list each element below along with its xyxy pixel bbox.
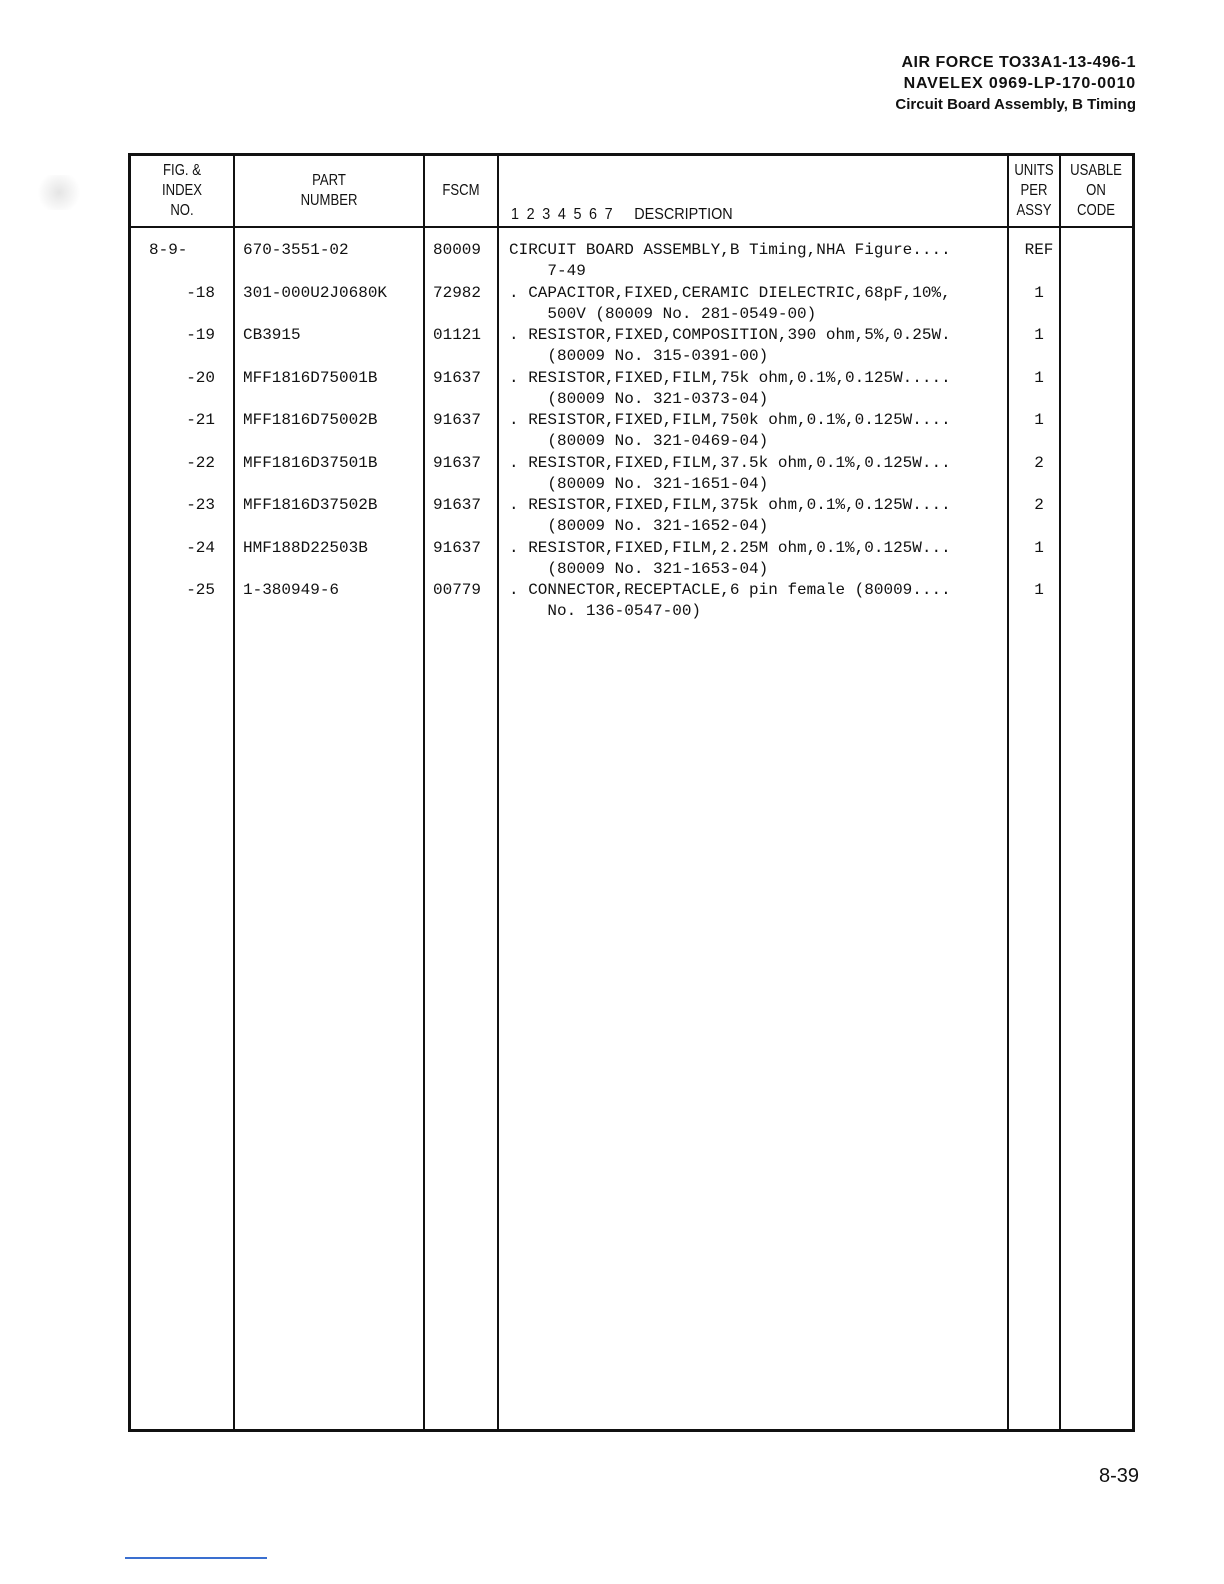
row-description-line: No. 136-0547-00) bbox=[509, 602, 702, 620]
row-index: -19 bbox=[186, 326, 215, 344]
row-description bbox=[509, 368, 951, 410]
row-description-line: . RESISTOR,FIXED,FILM,37.5k ohm,0.1%,0.125W... bbox=[509, 454, 951, 472]
row-index: -25 bbox=[186, 581, 215, 599]
table-row bbox=[131, 453, 1132, 495]
row-index: -21 bbox=[186, 411, 215, 429]
header-rule bbox=[131, 226, 1132, 228]
row-part-number: MFF1816D37502B bbox=[243, 496, 378, 514]
row-fscm: 91637 bbox=[433, 411, 482, 429]
table-row bbox=[131, 580, 1132, 622]
row-description-line: (80009 No. 315-0391-00) bbox=[509, 347, 769, 365]
col-header-index bbox=[140, 156, 224, 226]
row-units: 2 bbox=[1034, 496, 1044, 514]
row-index: -23 bbox=[186, 496, 215, 514]
row-description-line: CIRCUIT BOARD ASSEMBLY,B Timing,NHA Figure.... bbox=[509, 241, 951, 259]
row-part-number: MFF1816D75001B bbox=[243, 369, 378, 387]
table-row bbox=[131, 538, 1132, 580]
document-header bbox=[895, 52, 1136, 115]
row-fscm: 80009 bbox=[433, 241, 482, 259]
col-header-part-line: PART bbox=[312, 172, 346, 189]
row-part-number: CB3915 bbox=[243, 326, 301, 344]
header-air-force: AIR FORCE TO33A1-13-496-1 bbox=[901, 54, 1136, 71]
row-part-number: 1-380949-6 bbox=[243, 581, 340, 599]
col-header-part-line: NUMBER bbox=[300, 192, 358, 209]
row-description-line: (80009 No. 321-1653-04) bbox=[509, 560, 769, 578]
col-header-usable-line: ON bbox=[1086, 182, 1106, 199]
table-row bbox=[131, 283, 1132, 325]
row-index: -20 bbox=[186, 369, 215, 387]
row-description bbox=[509, 240, 951, 282]
table-row bbox=[131, 325, 1132, 367]
row-part-number: MFF1816D37501B bbox=[243, 454, 378, 472]
col-header-index-line: FIG. & bbox=[163, 162, 201, 179]
row-fscm: 91637 bbox=[433, 454, 482, 472]
row-index: -18 bbox=[186, 284, 215, 302]
row-part-number: HMF188D22503B bbox=[243, 539, 368, 557]
parts-list-table bbox=[128, 153, 1135, 1432]
col-header-fscm-label: FSCM bbox=[442, 182, 480, 199]
header-assembly-title: Circuit Board Assembly, B Timing bbox=[895, 96, 1136, 113]
col-header-index-line: INDEX bbox=[161, 182, 203, 199]
row-part-number: 670-3551-02 bbox=[243, 241, 349, 259]
row-units: 2 bbox=[1034, 454, 1044, 472]
table-row bbox=[131, 368, 1132, 410]
row-index: -24 bbox=[186, 539, 215, 557]
row-description-line: (80009 No. 321-0373-04) bbox=[509, 390, 769, 408]
row-description bbox=[509, 538, 951, 580]
row-units: 1 bbox=[1034, 411, 1044, 429]
row-description-line: 500V (80009 No. 281-0549-00) bbox=[509, 305, 817, 323]
col-header-part-number bbox=[252, 156, 406, 226]
row-fscm: 91637 bbox=[433, 369, 482, 387]
row-description-line: (80009 No. 321-1652-04) bbox=[509, 517, 769, 535]
row-description bbox=[509, 410, 951, 452]
row-index: 8-9- bbox=[149, 241, 188, 259]
col-header-index-line: NO. bbox=[170, 202, 194, 219]
row-description-line: 7-49 bbox=[509, 262, 586, 280]
row-description-line: . CONNECTOR,RECEPTACLE,6 pin female (80009.... bbox=[509, 581, 951, 599]
col-header-usable-line: CODE bbox=[1077, 202, 1115, 219]
table-row bbox=[131, 410, 1132, 452]
row-description bbox=[509, 283, 951, 325]
row-units: REF bbox=[1024, 241, 1054, 259]
row-index: -22 bbox=[186, 454, 215, 472]
row-description bbox=[509, 580, 951, 622]
col-header-description bbox=[511, 206, 733, 224]
scan-smudge bbox=[34, 175, 84, 210]
table-row bbox=[131, 240, 1132, 282]
col-header-usable-line: USABLE bbox=[1070, 162, 1122, 179]
row-units: 1 bbox=[1034, 369, 1044, 387]
row-fscm: 00779 bbox=[433, 581, 482, 599]
col-header-units-line: ASSY bbox=[1016, 202, 1052, 219]
row-description bbox=[509, 325, 951, 367]
row-units: 1 bbox=[1034, 539, 1044, 557]
col-header-units-line: PER bbox=[1020, 182, 1048, 199]
row-fscm: 72982 bbox=[433, 284, 482, 302]
row-description-line: . RESISTOR,FIXED,COMPOSITION,390 ohm,5%,0.25W. bbox=[509, 326, 951, 344]
col-header-usable bbox=[1067, 156, 1124, 226]
col-header-units bbox=[1014, 156, 1055, 226]
col-header-units-line: UNITS bbox=[1014, 162, 1054, 179]
row-fscm: 01121 bbox=[433, 326, 482, 344]
row-fscm: 91637 bbox=[433, 496, 482, 514]
table-row bbox=[131, 495, 1132, 537]
row-description-line: (80009 No. 321-0469-04) bbox=[509, 432, 769, 450]
row-units: 1 bbox=[1034, 326, 1044, 344]
description-label: DESCRIPTION bbox=[634, 206, 733, 223]
row-description bbox=[509, 495, 951, 537]
row-units: 1 bbox=[1034, 284, 1044, 302]
row-fscm: 91637 bbox=[433, 539, 482, 557]
row-units: 1 bbox=[1034, 581, 1044, 599]
row-description bbox=[509, 453, 951, 495]
header-navelex: NAVELEX 0969-LP-170-0010 bbox=[903, 75, 1136, 92]
row-part-number: 301-000U2J0680K bbox=[243, 284, 388, 302]
row-description-line: (80009 No. 321-1651-04) bbox=[509, 475, 769, 493]
row-description-line: . CAPACITOR,FIXED,CERAMIC DIELECTRIC,68pF,10%, bbox=[509, 284, 951, 302]
row-part-number: MFF1816D75002B bbox=[243, 411, 378, 429]
footer-rule bbox=[125, 1557, 267, 1559]
row-description-line: . RESISTOR,FIXED,FILM,2.25M ohm,0.1%,0.125W... bbox=[509, 539, 951, 557]
row-description-line: . RESISTOR,FIXED,FILM,750k ohm,0.1%,0.125W.... bbox=[509, 411, 951, 429]
row-description-line: . RESISTOR,FIXED,FILM,375k ohm,0.1%,0.125W.... bbox=[509, 496, 951, 514]
row-description-line: . RESISTOR,FIXED,FILM,75k ohm,0.1%,0.125W..... bbox=[509, 369, 951, 387]
col-header-fscm bbox=[431, 156, 490, 226]
indent-level-numbers: 1 2 3 4 5 6 7 bbox=[511, 206, 615, 223]
page-number: 8-39 bbox=[1099, 1465, 1140, 1487]
